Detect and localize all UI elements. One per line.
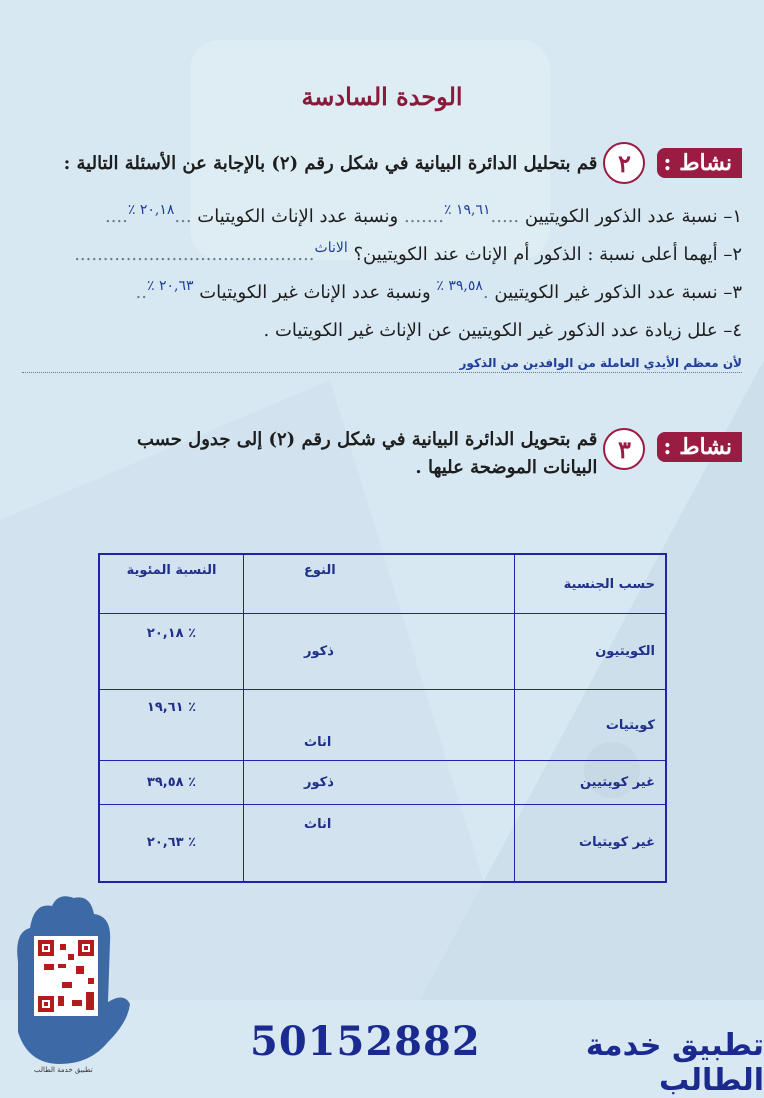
app-logo (0, 892, 130, 1080)
activity-3-header (22, 426, 742, 482)
handwritten-answer: ٢٠,٦٣ ٪ (146, 278, 194, 294)
table-cell: غير كويتيين (515, 761, 667, 805)
activity-instructions: قم بتحويل الدائرة البيانية في شكل رقم (٢) إلى جدول حسب البيانات الموضحة عليها . (136, 429, 598, 478)
activity-number: ٢ (603, 142, 645, 184)
table-cell: ٪ ٢٠,١٨ (99, 614, 244, 690)
footer-app-name: تطبيق خدمة الطالب (585, 1028, 764, 1098)
table-cell: كويتيات (515, 690, 667, 761)
handwritten-answer: الاناث (314, 240, 348, 256)
table-cell: اناث (244, 690, 515, 761)
logo-caption: تطبيق خدمة الطالب (34, 1066, 93, 1074)
table-row (99, 614, 666, 690)
question-3: ٣– نسبة عدد الذكور غير الكويتيين .$^{٣٩,٥٨ ٪}$ ونسبة عدد الإناث غير الكويتيات $^{٢٠,٦٣ ٪}$.. (135, 278, 742, 303)
activity-2-header (64, 142, 742, 184)
table-cell: غير كويتيات (515, 804, 667, 882)
table-cell: ٪ ١٩,٦١ (99, 690, 244, 761)
table-header-row (99, 554, 666, 614)
question-text: ونسبة عدد الإناث غير الكويتيات (193, 282, 437, 303)
activity-number: ٣ (603, 428, 645, 470)
activity-badge (657, 148, 742, 178)
activity-badge (657, 432, 742, 462)
table-row (99, 804, 666, 882)
table-cell: الكويتيون (515, 614, 667, 690)
question-text: ٤– علل زيادة عدد الذكور غير الكويتيين عن الإناث غير الكويتيات . (263, 320, 742, 341)
question-4-answer: لأن معظم الأيدي العاملة من الوافدين من الذكور (22, 356, 742, 373)
table-cell: ذكور (244, 761, 515, 805)
question-4 (22, 320, 742, 341)
footer-phone: 50152882 (250, 1018, 481, 1065)
question-text: ونسبة عدد الإناث الكويتيات (191, 206, 404, 227)
table-header-cell: النسبة المئوية (99, 554, 244, 614)
question-text: ٢– أيهما أعلى نسبة : الذكور أم الإناث عند الكويتيين؟ (347, 244, 742, 265)
activity-badge-label: نشاط : (663, 434, 732, 460)
table-row (99, 761, 666, 805)
question-2: ٢– أيهما أعلى نسبة : الذكور أم الإناث عند الكويتيين؟ $^{الاناث}$.......................................... (74, 240, 742, 265)
table-cell: ٪ ٢٠,٦٣ (99, 804, 244, 882)
table-cell: ٪ ٣٩,٥٨ (99, 761, 244, 805)
handwritten-answer: ٢٠,١٨ ٪ (127, 202, 175, 218)
unit-title: الوحدة السادسة (301, 82, 463, 111)
question-text: ٣– نسبة عدد الذكور غير الكويتيين (488, 282, 742, 303)
table-header-cell: حسب الجنسية (515, 554, 667, 614)
table-cell: ذكور (244, 614, 515, 690)
nationality-gender-table (98, 553, 667, 883)
handwritten-answer: ١٩,٦١ ٪ (444, 202, 491, 218)
activity-instructions: قم بتحليل الدائرة البيانية في شكل رقم (٢) بالإجابة عن الأسئلة التالية : (63, 152, 598, 174)
footer-brand (250, 1018, 764, 1098)
handwritten-answer: ٣٩,٥٨ ٪ (436, 278, 483, 294)
table-header-cell: النوع (244, 554, 515, 614)
table-cell: اناث (244, 804, 515, 882)
table-row (99, 690, 666, 761)
activity-badge-label: نشاط : (663, 150, 732, 176)
question-1: ١– نسبة عدد الذكور الكويتيين .....$^{١٩,٦١ ٪}$....... ونسبة عدد الإناث الكويتيات ...$^{٢٠,١٨ ٪}$.... (104, 202, 742, 227)
question-text: ١– نسبة عدد الذكور الكويتيين (519, 206, 742, 227)
